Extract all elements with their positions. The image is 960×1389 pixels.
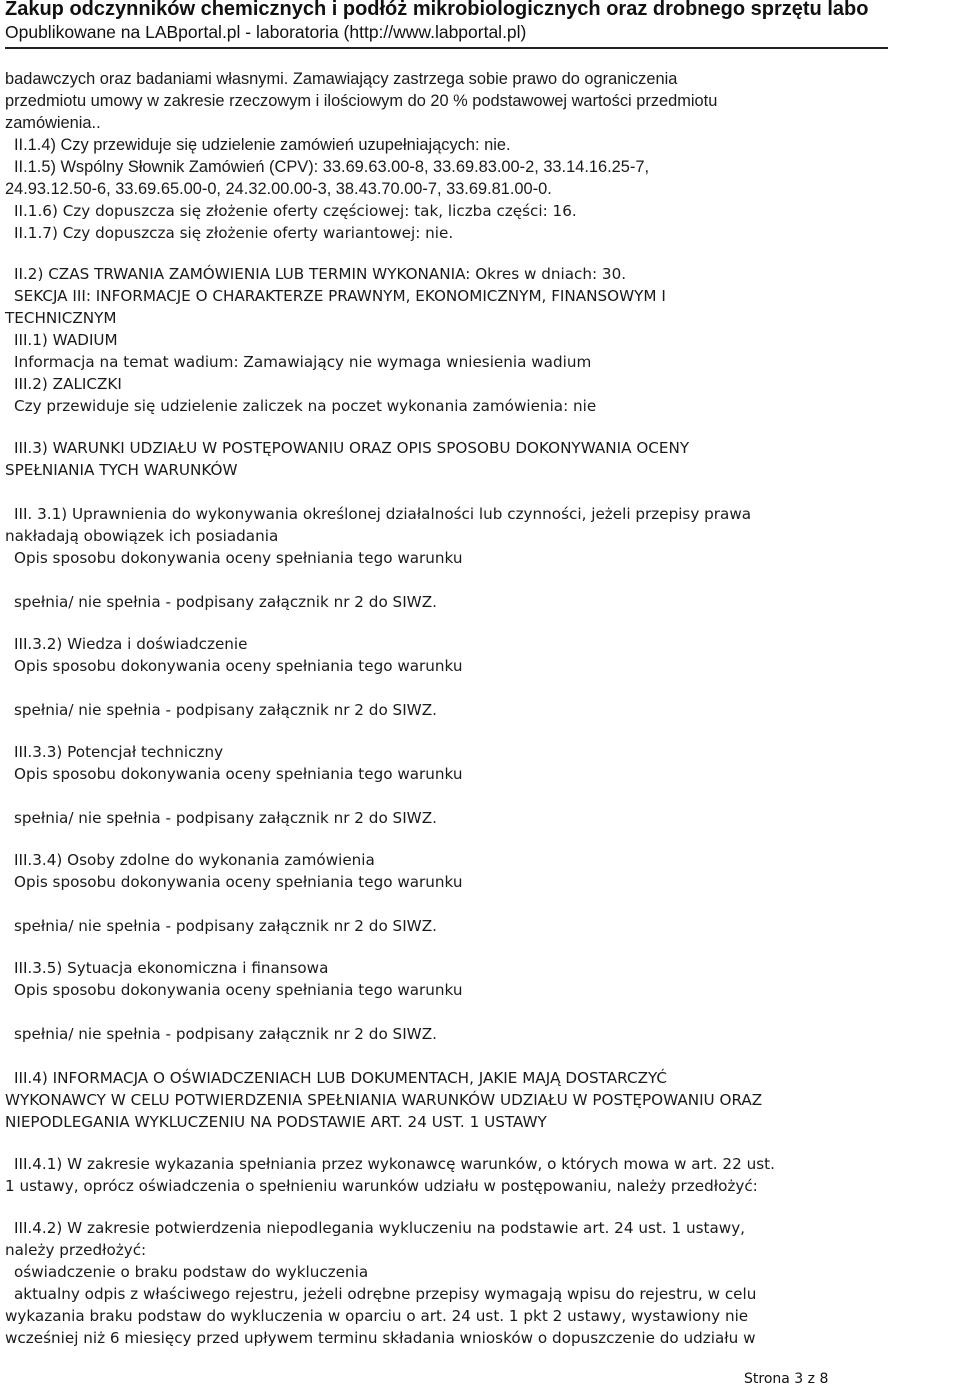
body-line: III.4.2) W zakresie potwierdzenia niepodlegania wykluczeniu na podstawie art. 24 ust. 1 ustawy, — [14, 1219, 746, 1237]
page-number: Strona 3 z 8 — [744, 1371, 829, 1387]
body-line: oświadczenie o braku podstaw do wykluczenia — [14, 1263, 369, 1281]
section-heading: III.3.4) Osoby zdolne do wykonania zamówienia — [14, 851, 375, 869]
section-heading: SPEŁNIANIA TYCH WARUNKÓW — [5, 461, 238, 479]
section-heading: III.3.3) Potencjał techniczny — [14, 743, 224, 761]
body-line: 1 ustawy, oprócz oświadczenia o spełnieniu warunków udziału w postępowaniu, należy przedłożyć: — [5, 1177, 758, 1195]
section-heading: III.3.5) Sytuacja ekonomiczna i finansowa — [14, 959, 329, 977]
body-line: aktualny odpis z właściwego rejestru, jeżeli odrębne przepisy wymagają wpisu do rejestru, w celu — [14, 1285, 757, 1303]
body-line: Opis sposobu dokonywania oceny spełniania tego warunku — [14, 657, 463, 675]
body-line: badawczych oraz badaniami własnymi. Zamawiający zastrzega sobie prawo do ograniczenia — [5, 70, 678, 88]
section-heading: WYKONAWCY W CELU POTWIERDZENIA SPEŁNIANIA WARUNKÓW UDZIAŁU W POSTĘPOWANIU ORAZ — [5, 1091, 763, 1109]
body-line: zamówienia.. — [5, 114, 101, 132]
body-line: 24.93.12.50-6, 33.69.65.00-0, 24.32.00.00-3, 38.43.70.00-7, 33.69.81.00-0. — [5, 180, 552, 198]
body-line: spełnia/ nie spełnia - podpisany załącznik nr 2 do SIWZ. — [14, 809, 437, 827]
body-line: Informacja na temat wadium: Zamawiający nie wymaga wniesienia wadium — [14, 353, 592, 371]
body-line: Opis sposobu dokonywania oceny spełniania tego warunku — [14, 981, 463, 999]
body-line: Opis sposobu dokonywania oceny spełniania tego warunku — [14, 549, 463, 567]
body-line: II.1.6) Czy dopuszcza się złożenie oferty częściowej: tak, liczba części: 16. — [14, 202, 577, 220]
section-heading: III.4) INFORMACJA O OŚWIADCZENIACH LUB DOKUMENTACH, JAKIE MAJĄ DOSTARCZYĆ — [14, 1069, 668, 1087]
body-line: przedmiotu umowy w zakresie rzeczowym i ilościowym do 20 % podstawowej wartości przedmiotu — [5, 92, 718, 110]
section-heading: III.3) WARUNKI UDZIAŁU W POSTĘPOWANIU ORAZ OPIS SPOSOBU DOKONYWANIA OCENY — [14, 439, 690, 457]
publication-source: Opublikowane na LABportal.pl - laboratoria (http://www.labportal.pl) — [5, 22, 527, 42]
section-heading: NIEPODLEGANIA WYKLUCZENIU NA PODSTAWIE ART. 24 UST. 1 USTAWY — [5, 1113, 547, 1131]
body-line: należy przedłożyć: — [5, 1241, 147, 1259]
body-line: Czy przewiduje się udzielenie zaliczek na poczet wykonania zamówienia: nie — [14, 397, 597, 415]
section-heading: TECHNICZNYM — [5, 309, 117, 327]
body-line: wcześniej niż 6 miesięcy przed upływem terminu składania wniosków o dopuszczenie do udziału w — [5, 1329, 756, 1347]
body-line: spełnia/ nie spełnia - podpisany załącznik nr 2 do SIWZ. — [14, 593, 437, 611]
section-heading: SEKCJA III: INFORMACJE O CHARAKTERZE PRAWNYM, EKONOMICZNYM, FINANSOWYM I — [14, 287, 666, 305]
section-heading: III.2) ZALICZKI — [14, 375, 122, 393]
body-line: nakładają obowiązek ich posiadania — [5, 527, 279, 545]
header-divider — [5, 47, 888, 49]
body-line: Opis sposobu dokonywania oceny spełniania tego warunku — [14, 873, 463, 891]
body-line: Opis sposobu dokonywania oceny spełniania tego warunku — [14, 765, 463, 783]
body-line: II.1.4) Czy przewiduje się udzielenie zamówień uzupełniających: nie. — [14, 136, 511, 154]
body-line: spełnia/ nie spełnia - podpisany załącznik nr 2 do SIWZ. — [14, 701, 437, 719]
body-line: II.1.5) Wspólny Słownik Zamówień (CPV): 33.69.63.00-8, 33.69.83.00-2, 33.14.16.25-7, — [14, 158, 650, 176]
body-line: spełnia/ nie spełnia - podpisany załącznik nr 2 do SIWZ. — [14, 917, 437, 935]
body-line: wykazania braku podstaw do wykluczenia w oparciu o art. 24 ust. 1 pkt 2 ustawy, wystawiony nie — [5, 1307, 749, 1325]
section-heading: II.2) CZAS TRWANIA ZAMÓWIENIA LUB TERMIN WYKONANIA: Okres w dniach: 30. — [14, 265, 627, 283]
body-line: spełnia/ nie spełnia - podpisany załącznik nr 2 do SIWZ. — [14, 1025, 437, 1043]
section-heading: III.1) WADIUM — [14, 331, 118, 349]
document-title: Zakup odczynników chemicznych i podłóż mikrobiologicznych oraz drobnego sprzętu labo — [5, 0, 869, 20]
body-line: II.1.7) Czy dopuszcza się złożenie oferty wariantowej: nie. — [14, 224, 454, 242]
body-line: III.4.1) W zakresie wykazania spełniania przez wykonawcę warunków, o których mowa w art. 22 ust. — [14, 1155, 775, 1173]
section-heading: III.3.2) Wiedza i doświadczenie — [14, 635, 248, 653]
body-line: III. 3.1) Uprawnienia do wykonywania określonej działalności lub czynności, jeżeli przepisy prawa — [14, 505, 752, 523]
